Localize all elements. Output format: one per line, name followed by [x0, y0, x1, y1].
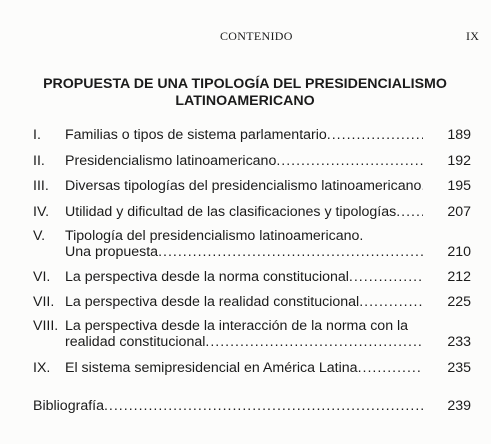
- entry-title-continued: realidad constitucional: [65, 334, 206, 350]
- entry-number: III.: [33, 178, 49, 194]
- entry-number: IV.: [33, 204, 50, 220]
- page-number: IX: [466, 29, 480, 43]
- entry-title: El sistema semipresidencial en América Latina: [65, 360, 358, 376]
- running-head: [0, 29, 491, 47]
- entry-title: La perspectiva desde la norma constitucional: [65, 269, 349, 285]
- entry-page: 195: [447, 178, 471, 194]
- entry-title: Presidencialismo latinoamericano: [65, 153, 277, 169]
- toc-entry-5: [33, 227, 471, 265]
- entry-number: VI.: [33, 269, 51, 285]
- entry-page: 233: [447, 334, 471, 350]
- entry-page: 212: [447, 269, 471, 285]
- entry-title-continued: Una propuesta: [65, 244, 159, 260]
- entry-number: V.: [33, 228, 46, 244]
- entry-title: Diversas tipologías del presidencialismo latinoamericano: [65, 178, 422, 194]
- entry-number: IX.: [33, 360, 51, 376]
- entry-page: 189: [447, 127, 471, 143]
- chapter-title: PROPUESTA DE UNA TIPOLOGÍA DEL PRESIDENCIALISMO LATINOAMERICANO: [43, 76, 447, 109]
- entry-title: La perspectiva desde la interacción de la norma con la: [65, 318, 409, 334]
- entry-number: VII.: [33, 294, 55, 310]
- entry-number: II.: [33, 153, 45, 169]
- entry-number: VIII.: [33, 318, 59, 334]
- entry-number: I.: [33, 127, 41, 143]
- entry-page: 207: [447, 204, 471, 220]
- entry-page: 235: [447, 360, 471, 376]
- entry-page: 192: [447, 153, 471, 169]
- entry-title: Familias o tipos de sistema parlamentario: [65, 127, 327, 143]
- entry-title: Utilidad y dificultad de las clasificaciones y tipologías: [65, 204, 397, 220]
- entry-title: La perspectiva desde la realidad constitucional: [65, 294, 360, 310]
- bibliography-page: 239: [447, 398, 471, 414]
- toc-entry-8: [33, 317, 471, 355]
- bibliography-label: Bibliografía: [33, 398, 104, 414]
- entry-title: Tipología del presidencialismo latinoamericano.: [65, 228, 364, 244]
- entry-page: 210: [447, 244, 471, 260]
- running-title: CONTENIDO: [220, 29, 293, 43]
- entry-page: 225: [447, 294, 471, 310]
